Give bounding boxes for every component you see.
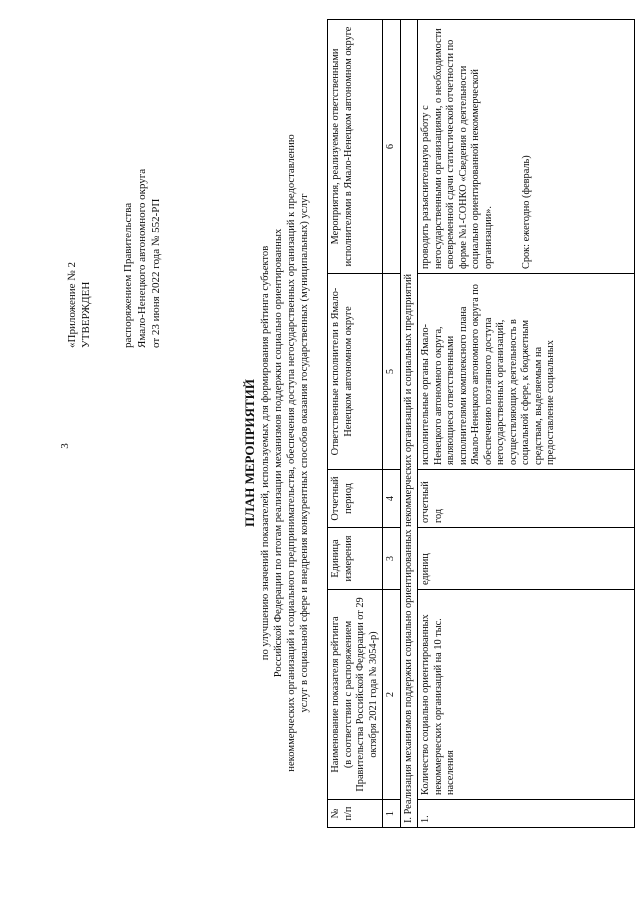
- header-num: № п/п: [328, 800, 383, 828]
- header-executors: Ответственные исполнители в Ямало-Ненецком автономном округе: [328, 274, 383, 470]
- column-number: 1: [383, 800, 401, 828]
- header-indicator-note: (в соответствии с распоряжением Правительства Российской Федерации от 29 октября 2021 года № 3054-р): [342, 597, 379, 792]
- row-indicator: Количество социально ориентированных некоммерческих организаций на 10 тыс. населения: [418, 590, 635, 800]
- document-sheet: [65, 18, 625, 888]
- header-unit: Единица измерения: [328, 528, 383, 590]
- row-measures-text: проводить разъяснительную работу с негосударственными организациями, о необходимости своевременной сдачи статистической отчетности по форме №1-СОНКО «Сведения о деятельности социально ориентированной некоммерческой организации».: [420, 28, 494, 269]
- page-number: 3: [58, 443, 71, 449]
- plan-subtitle-line: по улучшению значений показателей, используемых для формирования рейтинга субъектов: [260, 245, 271, 661]
- plan-title: ПЛАН МЕРОПРИЯТИЙ: [242, 379, 257, 527]
- table-row: [418, 20, 635, 828]
- approval-block: [65, 48, 163, 348]
- approval-line: УТВЕРЖДЕН: [80, 281, 92, 348]
- plan-table: [327, 19, 635, 828]
- header-measures: Мероприятия, реализуемые ответственными исполнителями в Ямало-Ненецком автономном округе: [328, 20, 383, 274]
- column-number: 5: [383, 274, 401, 470]
- row-measures: [418, 20, 635, 274]
- row-deadline: Срок: ежегодно (февраль): [521, 155, 532, 269]
- approval-line: Ямало-Ненецкого автономного округа: [136, 168, 148, 348]
- header-indicator: [328, 590, 383, 800]
- approval-line: от 23 июня 2022 года № 552-РП: [150, 198, 162, 348]
- section-heading: I. Реализация механизмов поддержки социально ориентированных некоммерческих организаций и социальных предприятий: [400, 20, 418, 828]
- plan-title-block: [243, 18, 311, 888]
- column-number-row: [383, 20, 401, 828]
- column-number: 4: [383, 470, 401, 528]
- column-number: 2: [383, 590, 401, 800]
- plan-subtitle-line: услуг в социальной сфере и внедрения конкурентных способов оказания государственных (муниципальных) услуг: [299, 193, 310, 713]
- row-executors: [418, 274, 635, 470]
- header-period: Отчетный период: [328, 470, 383, 528]
- plan-subtitle-line: Российской Федерации по итогам реализации механизмов поддержки социально ориентированных: [273, 228, 284, 678]
- row-executors-text: исполнительные органы Ямало-Ненецкого автономного округа, являющиеся ответственными исполнителями комплексного плана Ямало-Ненецкого автономного округа по обеспечению поэтапного доступа негосударственных организаций, осуществляющих деятельность в социальной сфере, к бюджетным средствам, выделяемым на предоставление социальных: [420, 284, 556, 465]
- approval-line: распоряжением Правительства: [122, 202, 134, 348]
- column-number: 3: [383, 528, 401, 590]
- row-num: 1.: [418, 800, 635, 828]
- row-unit: единиц: [418, 528, 635, 590]
- header-indicator-name: Наименование показателя рейтинга: [330, 616, 341, 773]
- section-row: [400, 20, 418, 828]
- plan-subtitle-line: некоммерческих организаций и социального предпринимательства, обеспечения доступа негосударственных организаций к предоставлению: [286, 134, 297, 772]
- approval-line: «Приложение № 2: [66, 261, 78, 348]
- column-number: 6: [383, 20, 401, 274]
- table-header-row: [328, 20, 383, 828]
- row-period: отчетный год: [418, 470, 635, 528]
